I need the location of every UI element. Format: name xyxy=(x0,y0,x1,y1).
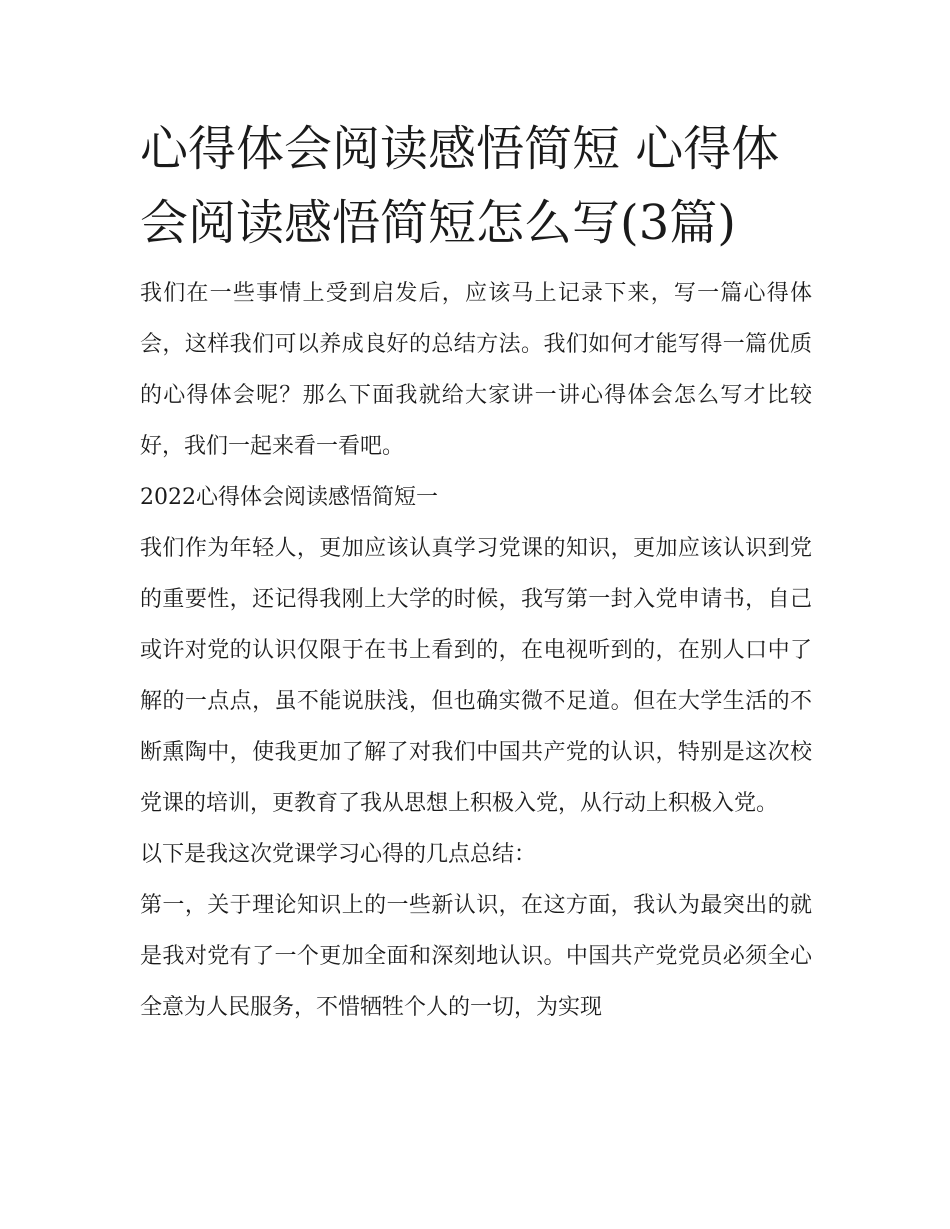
document-title: 心得体会阅读感悟简短 心得体会阅读感悟简短怎么写(3篇) xyxy=(140,121,780,251)
point-one-paragraph: 第一，关于理论知识上的一些新认识，在这方面，我认为最突出的就是我对党有了一个更加全面和深刻地认识。中国共产党党员必须全心全意为人民服务，不惜牺牲个人的一切，为实现 xyxy=(140,893,812,1020)
summary-intro-paragraph: 以下是我这次党课学习心得的几点总结： xyxy=(140,842,537,867)
document-page xyxy=(140,112,812,1033)
section-heading: 2022心得体会阅读感悟简短一 xyxy=(140,485,438,510)
body-paragraph: 我们作为年轻人，更加应该认真学习党课的知识，更加应该认识到党的重要性，还记得我刚上大学的时候，我写第一封入党申请书，自己或许对党的认识仅限于在书上看到的，在电视听到的，在别人口中了解的一点点，虽不能说肤浅，但也确实微不足道。但在大学生活的不断熏陶中，使我更加了解了对我们中国共产党的认识，特别是这次校党课的培训，更教育了我从思想上积极入党，从行动上积极入党。 xyxy=(140,536,812,816)
intro-paragraph: 我们在一些事情上受到启发后，应该马上记录下来，写一篇心得体会，这样我们可以养成良好的总结方法。我们如何才能写得一篇优质的心得体会呢？那么下面我就给大家讲一讲心得体会怎么写才比较好，我们一起来看一看吧。 xyxy=(140,281,812,459)
